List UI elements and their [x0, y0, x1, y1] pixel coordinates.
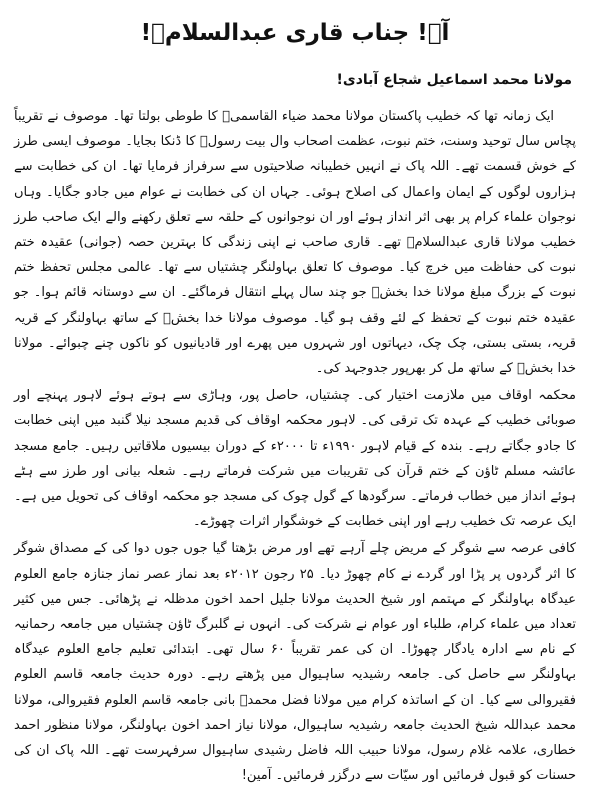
paragraph-2: محکمہ اوقاف میں ملازمت اختیار کی۔ چشتیاں، حاصل پور، وہاڑی سے ہوتے ہوئے لاہور پہنچے اور صوبائی خطیب کے عہدہ تک ترقی کی۔ لاہور محکمہ اوقاف کی قدیم مسجد نیلا گنبد میں اپنی خطابت کا جادو جگاتے رہے۔ بندہ کے قیام لاہور ۱۹۹۰ء تا ۲۰۰۰ء کے دوران بیسیوں ملاقاتیں رہیں۔ جامع مسجد عائشہ مسلم ٹاؤن کے ختم قرآن کی تقریبات میں شرکت فرماتے رہے۔ شعلہ بیانی اور طرز سے ہٹے ہوئے انداز میں خطاب فرماتے۔ سرگودھا کے گول چوک کی مسجد جو محکمہ اوقاف کی تحویل میں ہے۔ ایک عرصہ تک خطیب رہے اور اپنی خطابت کے خوشگوار اثرات چھوڑے۔ — [14, 388, 576, 530]
paragraph-1: ایک زمانہ تھا کہ خطیب پاکستان مولانا محمد ضیاء القاسمیؒ کا طوطی بولتا تھا۔ موصوف نے تقریباً پچاس سال توحید وسنت، ختم نبوت، عظمت اصحاب وال بیت رسولؐ کا ڈنکا بجایا۔ موصوف ایسی طرز کے خوش قسمت تھے۔ اللہ پاک نے انہیں خطیبانہ صلاحیتوں سے سرفراز فرمایا تھا۔ ان کی خطابت سے ہزاروں لوگوں کے ایمان واعمال کی اصلاح ہوئی۔ جہاں ان کی خطابت نے عوام میں جادو جگایا۔ وہاں نوجوان علماء کرام پر بھی اثر انداز ہوئے اور ان نوجوانوں کے حلقہ سے تعلق رکھنے والے ایک صاحب طرز خطیب مولانا قاری عبدالسلامؒ تھے۔ قاری صاحب نے اپنی زندگی کا بہترین حصہ (جوانی) عقیدہ ختم نبوت کی حفاظت میں خرچ کیا۔ موصوف کا تعلق بہاولنگر چشتیاں سے تھا۔ عالمی مجلس تحفظ ختم نبوت کے بزرگ مبلغ مولانا خدا بخشؒ جو چند سال پہلے انتقال فرماگئے۔ ان سے دوستانہ قائم ہوا۔ جو عقیدہ ختم نبوت کے تحفظ کے لئے وقف ہو گیا۔ موصوف مولانا خدا بخشؒ کے ساتھ بہاولنگر کے قریہ قریہ، بستی بستی، چک چک، دیہاتوں اور شہروں میں پھرے اور قادیانیوں کو ناکوں چنے چبوائے۔ مولانا خدا بخشؒ کے ساتھ مل کر بھرپور جدوجہد کی۔ — [14, 109, 576, 377]
author-byline: مولانا محمد اسماعیل شجاع آبادی! — [336, 72, 572, 88]
paragraph-3: کافی عرصہ سے شوگر کے مریض چلے آرہے تھے اور مرض بڑھتا گیا جوں جوں دوا کی کے مصداق شوگر کا اثر گردوں پر پڑا اور گردے نے کام چھوڑ دیا۔ ۲۵ رجون ۲۰۱۲ء بعد نماز عصر نماز جنازہ جامع العلوم عیدگاہ بہاولنگر کے مہتمم اور شیخ الحدیث مولانا جلیل احمد اخون مدظلہ نے پڑھائی۔ جس میں کثیر تعداد میں علماء کرام، طلباء اور عوام نے شرکت کی۔ انہوں نے گلبرگ ٹاؤن چشتیاں میں جامعہ رحمانیہ کے نام سے ادارہ یادگار چھوڑا۔ ان کی عمر تقریباً ۶۰ سال تھی۔ ابتدائی تعلیم جامع العلوم عیدگاہ بہاولنگر سے حاصل کی۔ جامعہ رشیدیہ ساہیوال میں پڑھتے رہے۔ دورہ حدیث جامعہ قاسم العلوم فقیروالی سے کیا۔ ان کے اساتذہ کرام میں مولانا فضل محمدؒ بانی جامعہ قاسم العلوم فقیروالی، مولانا محمد عبداللہ شیخ الحدیث جامعہ رشیدیہ ساہیوال، مولانا نیاز احمد اخون بہاولنگر، مولانا منظور احمد خطاری، علامہ غلام رسول، مولانا حبیب اللہ فاضل رشیدی ساہیوال سرفہرست تھے۔ اللہ پاک ان کی حسنات کو قبول فرمائیں اور سیّات سے درگزر فرمائیں۔ آمین! — [14, 541, 576, 784]
article-title: آہ! جناب قاری عبدالسلامؒ! — [140, 20, 450, 46]
